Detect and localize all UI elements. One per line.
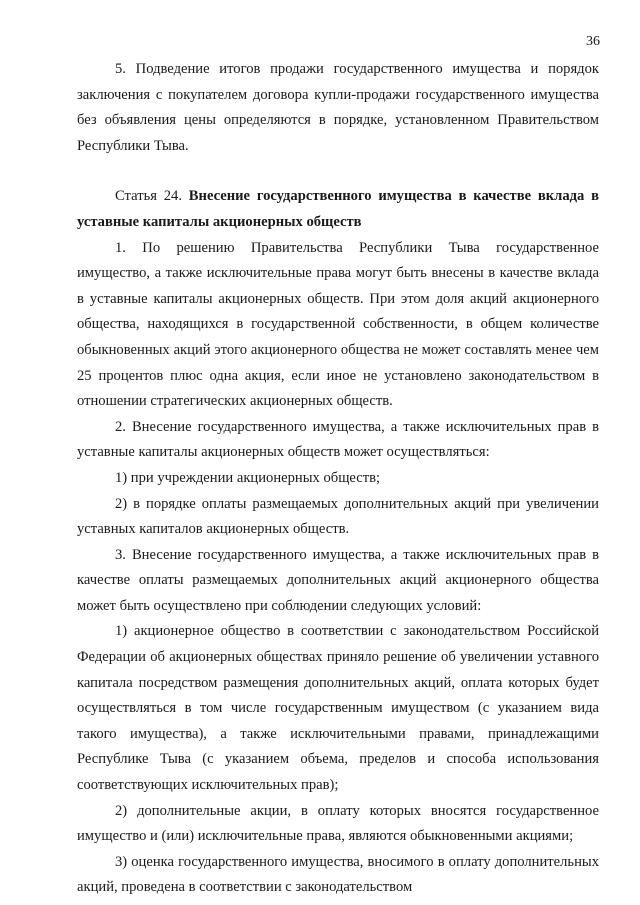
paragraph-article-24-2: 2. Внесение государственного имущества, а также исключительных прав в уставные капиталы акционерных обществ может осуществляться: [77,418,599,461]
list-item-2-2: 2) в порядке оплаты размещаемых дополнительных акций при увеличении уставных капиталов акционерных обществ. [77,495,599,538]
list-item-3-2: 2) дополнительные акции, в оплату которых вносятся государственное имущество и (или) исключительные права, являются обыкновенными акциями; [77,802,599,845]
paragraph-sale-results: 5. Подведение итогов продажи государственного имущества и порядок заключения с покупателем договора купли-продажи государственного имущества без объявления цены определяются в порядке, установленном Правительством Республики Тыва. [77,61,599,154]
article-number: Статья 24. [115,188,189,205]
list-item-3-3: 3) оценка государственного имущества, вносимого в оплату дополнительных акций, проведена в соответствии с законодательством [77,853,599,896]
article-heading [77,184,599,235]
list-item-3-1: 1) акционерное общество в соответствии с законодательством Российской Федерации об акционерных обществах приняло решение об увеличении уставного капитала посредством размещения дополнительных акций, оплата которых будет осуществляться в том числе государственным имуществом (с указанием вида такого имущества), а также исключительными правами, принадлежащими Республике Тыва (с указанием объема, пределов и способа использования соответствующих исключительных прав); [77,623,599,794]
paragraph-article-24-1: 1. По решению Правительства Республики Тыва государственное имущество, а также исключительные права могут быть внесены в качестве вклада в уставные капиталы акционерных обществ. При этом доля акций акционерного общества, находящихся в государственной собственности, в общем количестве обыкновенных акций этого акционерного общества не может составлять менее чем 25 процентов плюс одна акция, если иное не установлено законодательством в отношении стратегических акционерных обществ. [77,239,599,410]
article-title: Внесение государственного имущества в качестве вклада в уставные капиталы акционерных обществ [77,188,599,230]
list-item-2-1: 1) при учреждении акционерных обществ; [115,469,381,486]
paragraph-article-24-3: 3. Внесение государственного имущества, а также исключительных прав в качестве оплаты размещаемых дополнительных акций акционерного общества может быть осуществлено при соблюдении следующих условий: [77,546,599,614]
document-body [77,57,599,901]
page-number: 36 [586,34,600,49]
